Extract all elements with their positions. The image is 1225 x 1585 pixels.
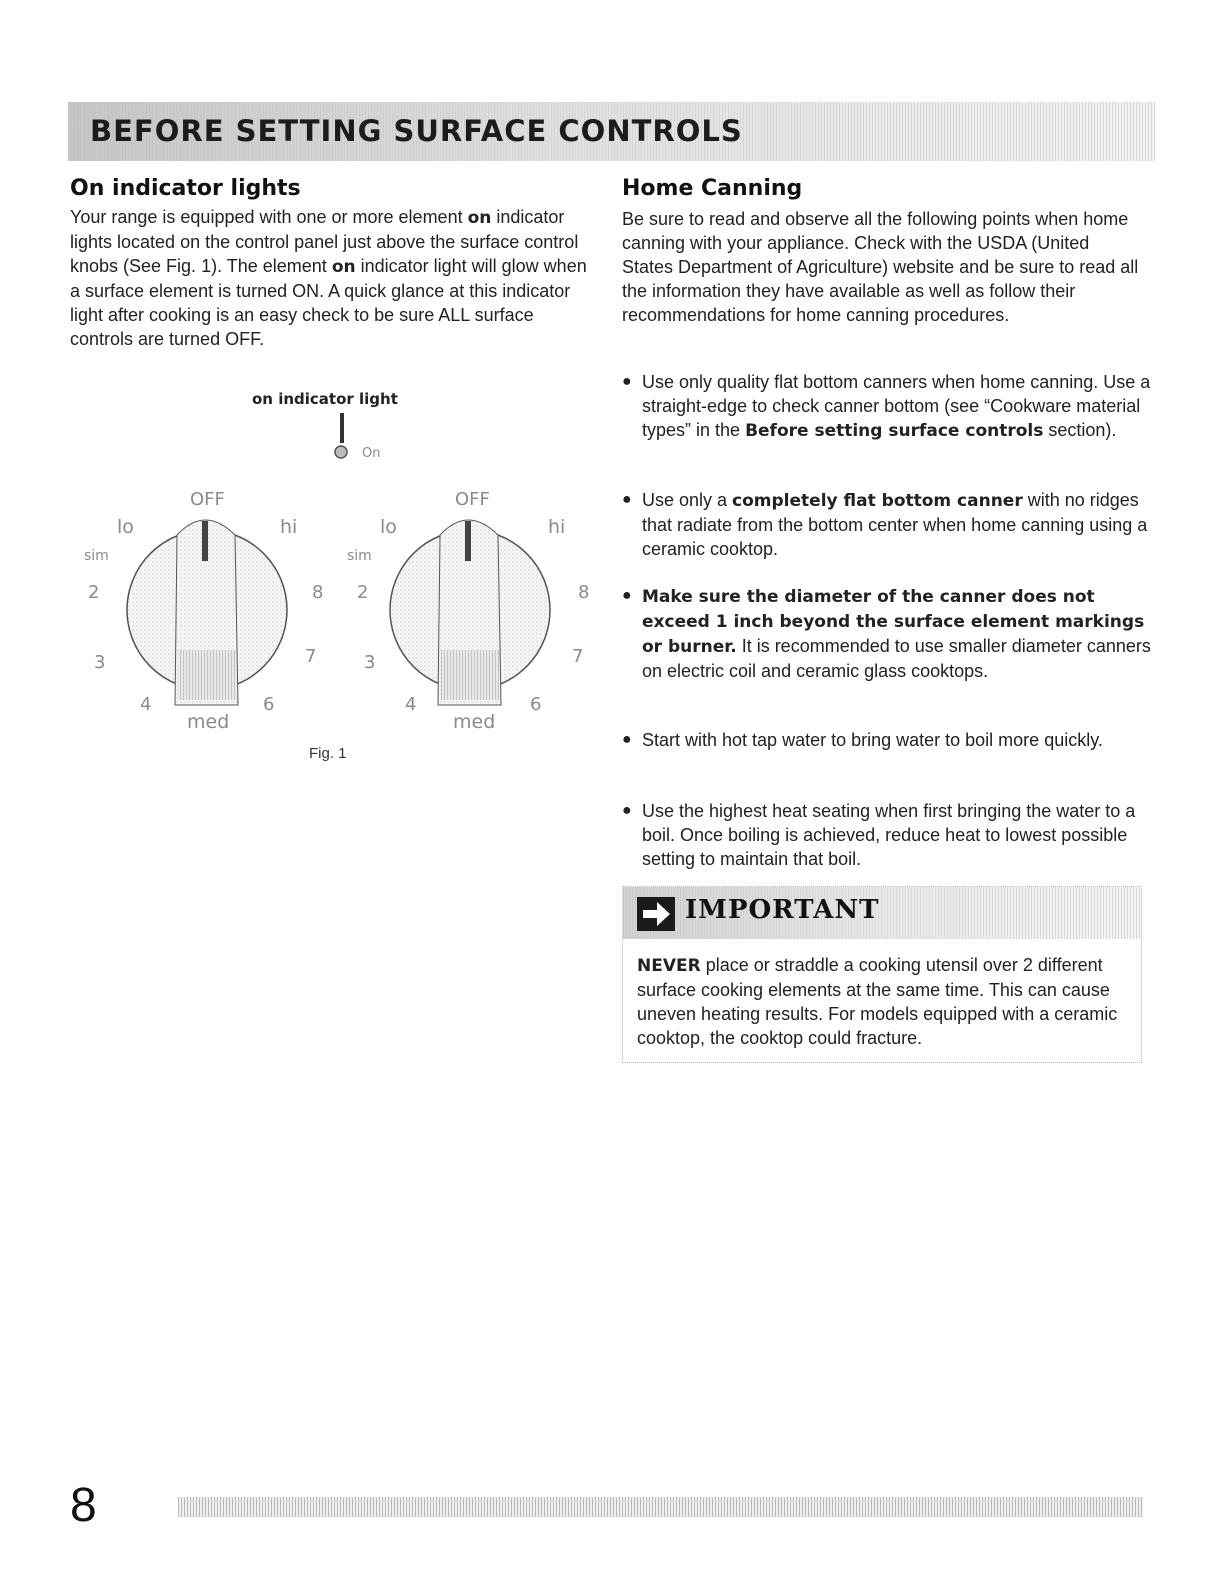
bullet-icon: ● [622, 491, 632, 508]
bullet-icon: ● [622, 731, 632, 748]
knob1-6: 6 [263, 694, 275, 715]
bullet-text: Use the highest heat seating when first bringing the water to a boil. Once boiling is achieved, reduce heat to lowest possible setting to maintain that boil. [642, 801, 1136, 869]
indicator-light-text: On [362, 446, 381, 461]
figure-label: on indicator light [252, 390, 398, 408]
knob-figure [60, 405, 620, 735]
knob1-8: 8 [312, 582, 324, 603]
important-text [637, 953, 1137, 1050]
bullet-text-end: with no ridges that radiate from the bottom center when home canning using a ceramic cooktop. [642, 490, 1148, 559]
footer-bar [178, 1497, 1143, 1517]
important-title: IMPORTANT [685, 895, 880, 925]
important-body: place or straddle a cooking utensil over 2 different surface cooking elements at the same time. This can cause uneven heating results. For models equipped with a ceramic cooktop, the cooktop could fracture. [637, 955, 1118, 1048]
knob1-med: med [187, 711, 230, 733]
bullet-text: Start with hot tap water to bring water to boil more quickly. [642, 730, 1103, 750]
knob1-hi: hi [280, 516, 298, 538]
list-item [622, 488, 1162, 561]
bullet-text: Use only quality flat bottom canners when home canning. Use a straight-edge to check canner bottom (see “Cookware material types” in the [642, 372, 1151, 440]
indicator-lights-paragraph [70, 205, 590, 351]
bullet-bold: Before setting surface controls [745, 421, 1044, 441]
list-item [622, 584, 1162, 683]
bullet-text-end: section). [1043, 420, 1117, 440]
list-item [622, 728, 1162, 752]
indicator-pointer-line [340, 413, 344, 443]
important-header [623, 887, 1141, 939]
control-knob-left [84, 489, 323, 733]
knob1-2: 2 [88, 582, 100, 603]
knob1-7: 7 [305, 646, 317, 667]
bullet-bold: Make sure the diameter of the canner does not exceed 1 inch beyond the surface element markings or burner. [642, 587, 1145, 657]
knob2-6: 6 [530, 694, 542, 715]
knob2-4: 4 [405, 694, 417, 715]
important-notice [622, 886, 1142, 1063]
arrow-right-icon [637, 897, 675, 931]
heading-home-canning: Home Canning [622, 176, 803, 201]
para-text-3: indicator light will glow when a surface element is turned ON. A quick glance at this indicator light after cooking is an easy check to be sure ALL surface controls are turned OFF. [70, 256, 587, 349]
bullet-icon: ● [622, 373, 632, 390]
knob2-3: 3 [364, 652, 376, 673]
heading-indicator-lights: On indicator lights [70, 176, 301, 201]
knob2-7: 7 [572, 646, 584, 667]
knob2-hi: hi [548, 516, 566, 538]
para-text-1: Your range is equipped with one or more element [70, 207, 468, 227]
bullet-text-end: It is recommended to use smaller diameter canners on electric coil and ceramic glass cooktops. [642, 636, 1151, 681]
knob1-off: OFF [190, 489, 225, 510]
knob2-sim: sim [347, 548, 372, 564]
figure-caption: Fig. 1 [309, 745, 347, 762]
important-bold: NEVER [637, 956, 701, 976]
control-knob-right [347, 489, 589, 733]
indicator-light-icon [335, 446, 347, 458]
knob1-3: 3 [94, 652, 106, 673]
para-bold-2: on [331, 257, 356, 277]
section-title: BEFORE SETTING SURFACE CONTROLS [90, 114, 743, 148]
knob2-med: med [453, 711, 496, 733]
bullet-bold: completely flat bottom canner [732, 491, 1023, 511]
para-text-2: indicator lights located on the control panel just above the surface control knobs (See Fig. 1). The element [70, 207, 579, 276]
bullet-text: Use only a [642, 490, 733, 510]
page-number: 8 [70, 1479, 97, 1532]
knob1-lo: lo [117, 516, 134, 538]
list-item [622, 370, 1162, 443]
knob2-8: 8 [578, 582, 590, 603]
knob2-lo: lo [380, 516, 397, 538]
para-bold-1: on [467, 208, 492, 228]
knob1-sim: sim [84, 548, 109, 564]
home-canning-intro: Be sure to read and observe all the following points when home canning with your appliance. Check with the USDA (United States Department of Agriculture) website and be sure to read all the information they have available as well as follow their recommendations for home canning procedures. [622, 209, 1139, 325]
knob2-2: 2 [357, 582, 369, 603]
section-banner [68, 102, 1155, 161]
knob1-4: 4 [140, 694, 152, 715]
bullet-icon: ● [622, 587, 632, 604]
knob2-off: OFF [455, 489, 490, 510]
bullet-icon: ● [622, 802, 632, 819]
list-item [622, 799, 1162, 871]
